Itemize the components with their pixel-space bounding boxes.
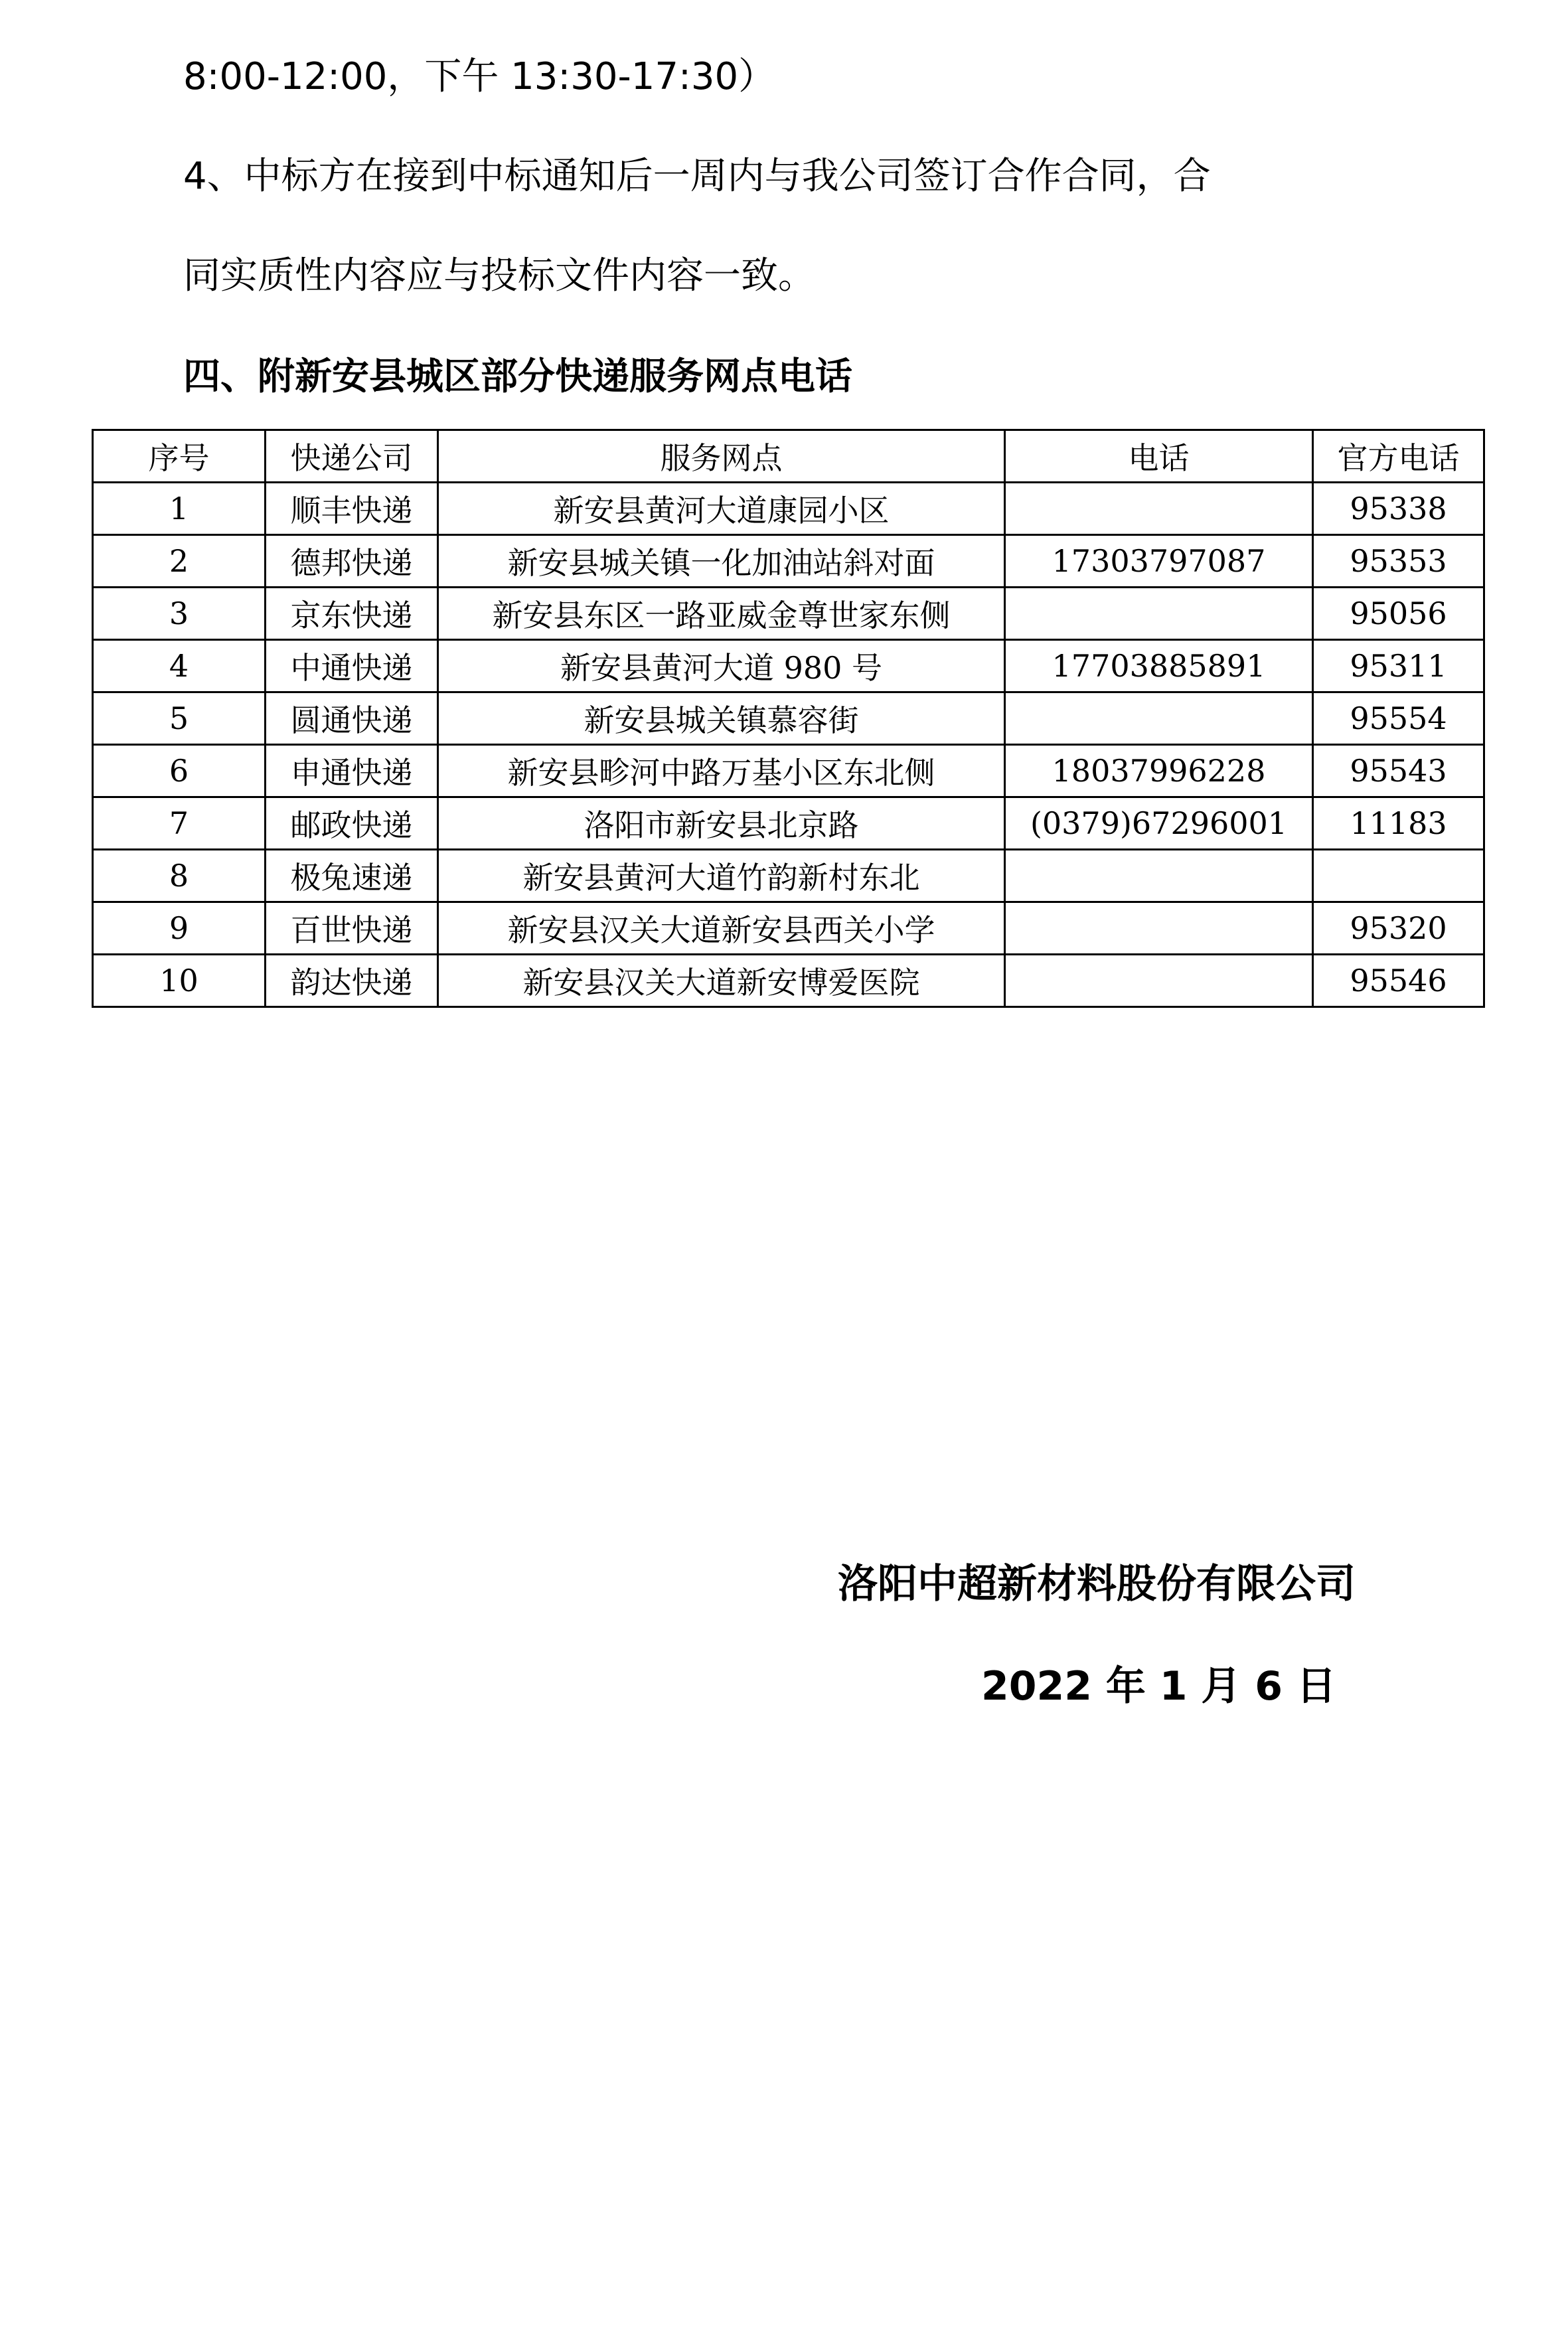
cell-phone bbox=[1005, 588, 1313, 640]
cell-official-phone: 95554 bbox=[1313, 692, 1484, 745]
cell-company: 京东快递 bbox=[266, 588, 438, 640]
cell-location: 新安县黄河大道康园小区 bbox=[438, 483, 1005, 535]
cell-location: 新安县畛河中路万基小区东北侧 bbox=[438, 745, 1005, 797]
cell-phone: 17303797087 bbox=[1005, 535, 1313, 588]
cell-official-phone: 95320 bbox=[1313, 902, 1484, 955]
cell-official-phone: 95543 bbox=[1313, 745, 1484, 797]
cell-company: 申通快递 bbox=[266, 745, 438, 797]
cell-official-phone: 95546 bbox=[1313, 955, 1484, 1007]
cell-location: 新安县汉关大道新安博爱医院 bbox=[438, 955, 1005, 1007]
cell-official-phone: 95338 bbox=[1313, 483, 1484, 535]
table-header-row bbox=[93, 430, 1484, 483]
company-signature: 洛阳中超新材料股份有限公司 bbox=[838, 1561, 1356, 1607]
cell-company: 邮政快递 bbox=[266, 797, 438, 850]
cell-company: 圆通快递 bbox=[266, 692, 438, 745]
cell-company: 百世快递 bbox=[266, 902, 438, 955]
cell-official-phone bbox=[1313, 850, 1484, 902]
cell-location: 新安县黄河大道竹韵新村东北 bbox=[438, 850, 1005, 902]
cell-company: 德邦快递 bbox=[266, 535, 438, 588]
table-row bbox=[93, 797, 1484, 850]
header-location: 服务网点 bbox=[438, 430, 1005, 483]
signature-date: 2022 年 1 月 6 日 bbox=[981, 1663, 1336, 1710]
cell-location: 洛阳市新安县北京路 bbox=[438, 797, 1005, 850]
cell-phone bbox=[1005, 692, 1313, 745]
cell-index: 2 bbox=[93, 535, 266, 588]
body-line-1: 8:00-12:00，下午 13:30-17:30） bbox=[183, 55, 776, 98]
body-line-3: 同实质性内容应与投标文件内容一致。 bbox=[183, 254, 815, 297]
table-row bbox=[93, 535, 1484, 588]
cell-index: 3 bbox=[93, 588, 266, 640]
cell-official-phone: 95056 bbox=[1313, 588, 1484, 640]
cell-index: 8 bbox=[93, 850, 266, 902]
cell-location: 新安县东区一路亚威金尊世家东侧 bbox=[438, 588, 1005, 640]
cell-index: 1 bbox=[93, 483, 266, 535]
cell-company: 中通快递 bbox=[266, 640, 438, 692]
cell-location: 新安县汉关大道新安县西关小学 bbox=[438, 902, 1005, 955]
section-heading: 四、附新安县城区部分快递服务网点电话 bbox=[183, 355, 852, 398]
cell-phone bbox=[1005, 955, 1313, 1007]
table-row bbox=[93, 745, 1484, 797]
cell-phone: (0379)67296001 bbox=[1005, 797, 1313, 850]
header-official-phone: 官方电话 bbox=[1313, 430, 1484, 483]
cell-phone: 17703885891 bbox=[1005, 640, 1313, 692]
table-row bbox=[93, 902, 1484, 955]
table-row bbox=[93, 692, 1484, 745]
cell-company: 顺丰快递 bbox=[266, 483, 438, 535]
cell-official-phone: 95311 bbox=[1313, 640, 1484, 692]
cell-official-phone: 11183 bbox=[1313, 797, 1484, 850]
cell-phone bbox=[1005, 902, 1313, 955]
table-row bbox=[93, 955, 1484, 1007]
cell-phone bbox=[1005, 483, 1313, 535]
cell-phone bbox=[1005, 850, 1313, 902]
table-row bbox=[93, 588, 1484, 640]
header-company: 快递公司 bbox=[266, 430, 438, 483]
cell-company: 韵达快递 bbox=[266, 955, 438, 1007]
cell-company: 极兔速递 bbox=[266, 850, 438, 902]
cell-location: 新安县城关镇一化加油站斜对面 bbox=[438, 535, 1005, 588]
cell-index: 4 bbox=[93, 640, 266, 692]
cell-index: 9 bbox=[93, 902, 266, 955]
body-line-2: 4、中标方在接到中标通知后一周内与我公司签订合作合同，合 bbox=[183, 155, 1211, 198]
table-row bbox=[93, 850, 1484, 902]
cell-phone: 18037996228 bbox=[1005, 745, 1313, 797]
express-contact-table bbox=[92, 429, 1485, 1008]
header-index: 序号 bbox=[93, 430, 266, 483]
table-row bbox=[93, 640, 1484, 692]
header-phone: 电话 bbox=[1005, 430, 1313, 483]
cell-location: 新安县黄河大道 980 号 bbox=[438, 640, 1005, 692]
cell-location: 新安县城关镇慕容街 bbox=[438, 692, 1005, 745]
cell-index: 5 bbox=[93, 692, 266, 745]
cell-index: 7 bbox=[93, 797, 266, 850]
cell-index: 10 bbox=[93, 955, 266, 1007]
table-row bbox=[93, 483, 1484, 535]
cell-index: 6 bbox=[93, 745, 266, 797]
cell-official-phone: 95353 bbox=[1313, 535, 1484, 588]
